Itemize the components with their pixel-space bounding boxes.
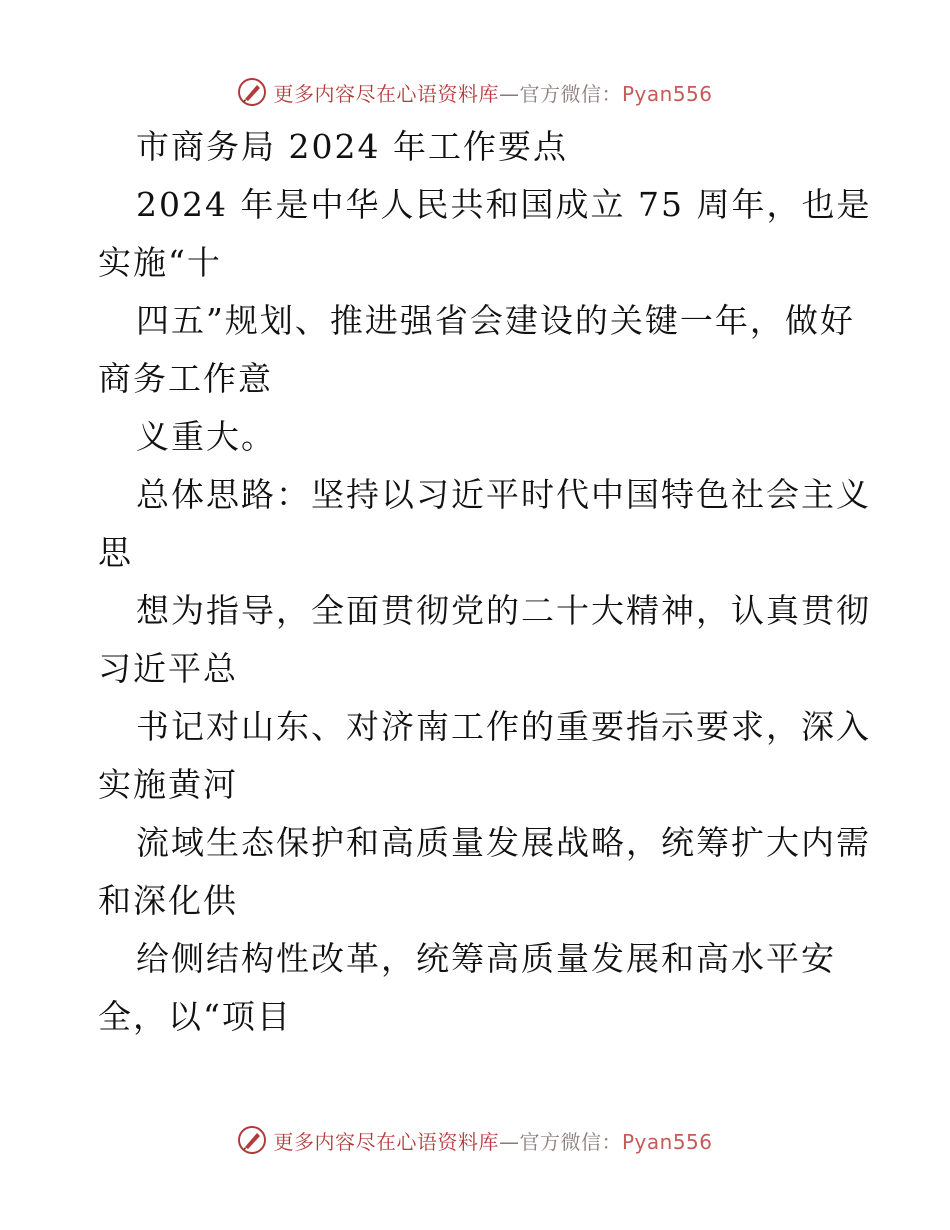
paragraph-line: 总体思路：坚持以习近平时代中国特色社会主义	[136, 475, 871, 514]
document-body	[98, 118, 872, 1046]
paragraph-line: 习近平总	[98, 649, 238, 688]
paragraph-line: 商务工作意	[98, 359, 273, 398]
paragraph-line: 义重大。	[136, 417, 276, 456]
watermark-group	[237, 1125, 712, 1155]
paragraph-line: 全，以“项目	[98, 997, 292, 1036]
paragraph-line: 实施黄河	[98, 765, 238, 804]
quill-logo-icon	[237, 1125, 267, 1155]
paragraph-line: 给侧结构性改革，统筹高质量发展和高水平安	[136, 939, 836, 978]
watermark-handle: Pyan556	[621, 1129, 713, 1154]
document-title: 市商务局 2024 年工作要点	[136, 127, 568, 166]
paragraph-line: 流域生态保护和高质量发展战略，统筹扩大内需	[136, 823, 871, 862]
watermark-handle: Pyan556	[621, 81, 713, 106]
footer-watermark	[0, 1120, 950, 1160]
quill-logo-icon	[237, 77, 267, 107]
paragraph-line: 思	[98, 533, 133, 572]
watermark-site: 更多内容尽在心语资料库	[273, 1129, 499, 1154]
watermark-wechat-label: —官方微信：	[498, 81, 622, 106]
watermark-group	[237, 77, 712, 107]
watermark-wechat-label: —官方微信：	[498, 1129, 622, 1154]
header-watermark	[0, 72, 950, 112]
watermark-site: 更多内容尽在心语资料库	[273, 81, 499, 106]
watermark-text	[273, 78, 712, 107]
watermark-text	[273, 1126, 712, 1155]
paragraph-line: 四五”规划、推进强省会建设的关键一年，做好	[136, 301, 855, 340]
paragraph-line: 2024 年是中华人民共和国成立 75 周年，也是	[136, 185, 872, 224]
paragraph-line: 书记对山东、对济南工作的重要指示要求，深入	[136, 707, 871, 746]
paragraph-line: 和深化供	[98, 881, 238, 920]
paragraph-line: 实施“十	[98, 243, 222, 282]
paragraph-line: 想为指导，全面贯彻党的二十大精神，认真贯彻	[136, 591, 871, 630]
